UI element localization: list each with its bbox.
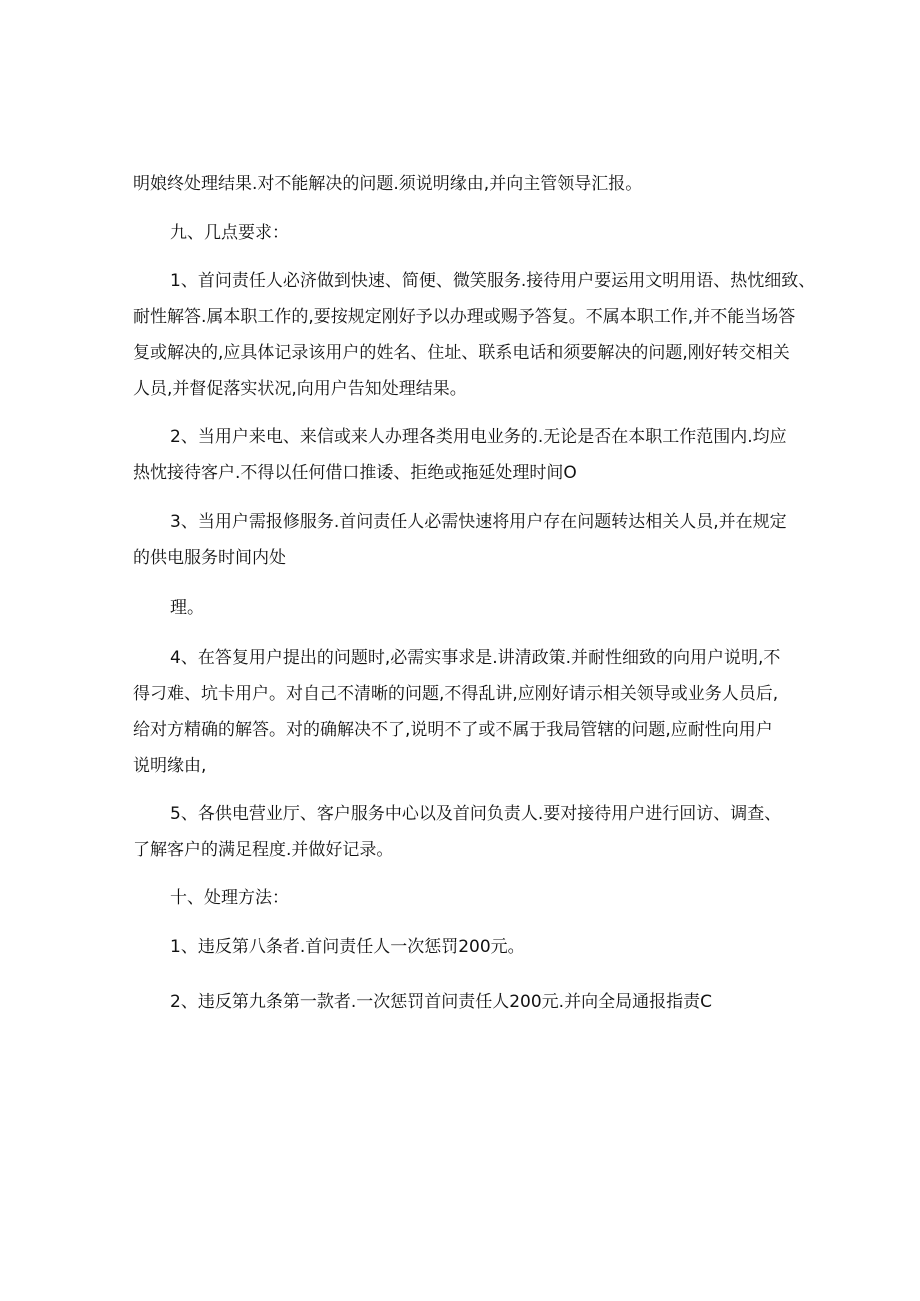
text-line: 说明缘由,	[133, 756, 207, 776]
text-line: 耐性解答.属本职工作的,要按规定刚好予以办理或赐予答复。不属本职工作,并不能当场答	[133, 307, 796, 327]
text-line: 1、首问责任人必济做到快速、简便、微笑服务.接待用户要运用文明用语、热忱细致、	[170, 271, 816, 291]
text-line: 4、在答复用户提出的问题时,必需实事求是.讲清政策.并耐性细致的向用户说明,不	[170, 648, 781, 668]
text-line: 2、当用户来电、来信或来人办理各类用电业务的.无论是否在本职工作范围内.均应	[170, 427, 787, 447]
text-line: 的供电服务时间内处	[133, 548, 286, 568]
text-line: 复或解决的,应具体记录该用户的姓名、住址、联系电话和须要解决的问题,刚好转交相关	[133, 343, 790, 363]
text-line: 5、各供电营业厅、客户服务中心以及首问负责人.要对接待用户进行回访、调查、	[170, 804, 782, 824]
text-line: 得刁难、坑卡用户。对自己不清晰的问题,不得乱讲,应刚好请示相关领导或业务人员后,	[133, 684, 779, 704]
section-heading-requirements: 九、几点要求：	[170, 223, 289, 243]
text-line: 明娘终处理结果.对不能解决的问题.须说明缘由,并向主管领导汇报。	[133, 174, 643, 194]
text-line: 热忱接待客户.不得以任何借口推诿、拒绝或拖延处理时间O	[133, 463, 577, 483]
text-line: 1、违反第八条者.首问责任人一次惩罚200元。	[170, 937, 525, 957]
text-line: 给对方精确的解答。对的确解决不了,说明不了或不属于我局管辖的问题,应耐性向用户	[133, 720, 773, 740]
text-line: 理。	[170, 598, 204, 618]
text-line: 人员,并督促落实状况,向用户告知处理结果。	[133, 379, 467, 399]
text-line: 了解客户的满足程度.并做好记录。	[133, 840, 394, 860]
text-line: 3、当用户需报修服务.首问责任人必需快速将用户存在问题转达相关人员,并在规定	[170, 512, 787, 532]
text-line: 2、违反第九条第一款者.一次惩罚首问责任人200元.并向全局通报指责C	[170, 992, 712, 1012]
section-heading-handling-methods: 十、处理方法：	[170, 888, 289, 908]
